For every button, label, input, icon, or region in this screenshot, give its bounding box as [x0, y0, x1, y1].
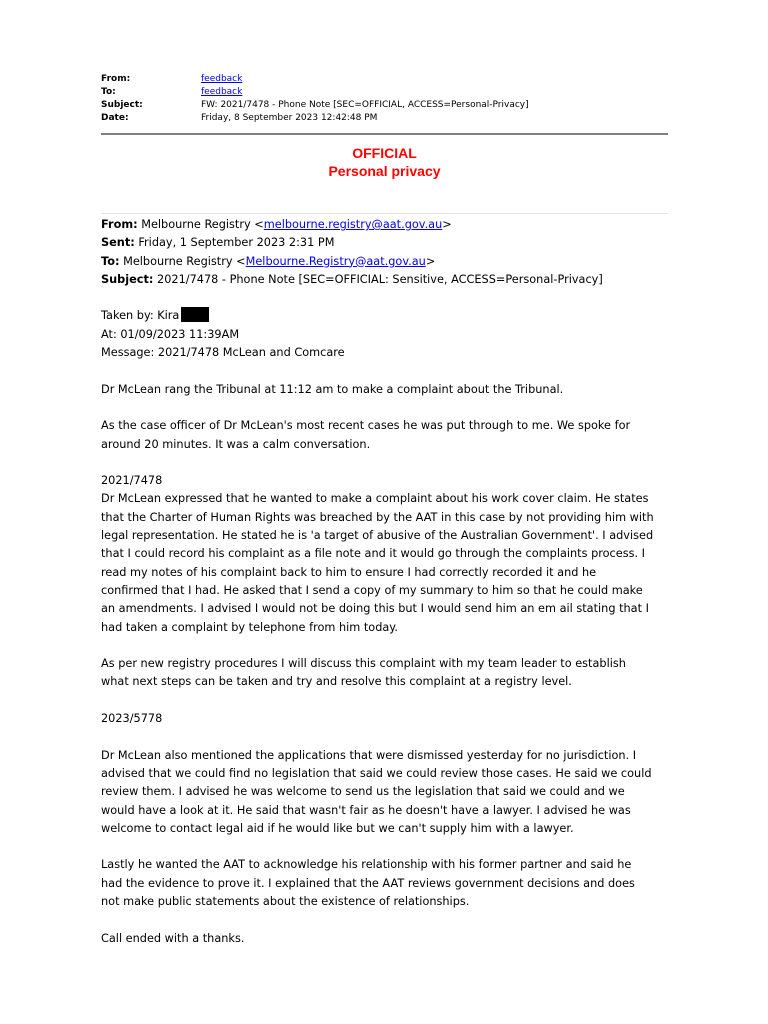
paragraph-relationship-line: not make public statements about the existence of relationships.	[101, 894, 470, 908]
inner-sent-line	[101, 234, 671, 252]
outer-subject-label: Subject:	[101, 100, 143, 110]
outer-date-row	[101, 112, 529, 125]
spacer	[101, 838, 671, 856]
header-divider	[101, 133, 668, 135]
inner-to-email-link[interactable]: Melbourne.Registry@aat.gov.au	[245, 254, 426, 268]
paragraph-procedures-line: what next steps can be taken and try and resolve this complaint at a registry level.	[101, 675, 572, 689]
paragraph-relationship-line: had the evidence to prove it. I explained that the AAT reviews government decisions and does	[101, 876, 635, 890]
case-heading-2023-5778: 2023/5778	[101, 712, 163, 726]
inner-to-line	[101, 253, 671, 271]
paragraph-case-officer-line: around 20 minutes. It was a calm conversation.	[101, 437, 371, 451]
message-divider	[101, 213, 668, 214]
paragraph-call-intro: Dr McLean rang the Tribunal at 11:12 am to make a complaint about the Tribunal.	[101, 382, 564, 396]
paragraph-dismissed-line: review them. I advised he was welcome to send us the legislation that said we could and we	[101, 785, 625, 799]
spacer	[101, 289, 671, 307]
classification-banner	[101, 144, 668, 180]
email-body	[101, 216, 671, 948]
paragraph-dismissed-line: Dr McLean also mentioned the applications that were dismissed yesterday for no jurisdiction. I	[101, 748, 637, 762]
outer-to-row	[101, 86, 529, 99]
outer-date-label: Date:	[101, 113, 129, 123]
inner-to-label: To:	[101, 254, 120, 268]
outer-email-header	[101, 73, 529, 125]
inner-to-name: Melbourne Registry <	[123, 254, 246, 268]
paragraph-case-officer-line: As the case officer of Dr McLean's most recent cases he was put through to me. We spoke for	[101, 419, 631, 433]
paragraph-complaint-line: that I could record his complaint as a file note and it would go through the complaints process. I	[101, 547, 646, 561]
paragraph-dismissed-line: welcome to contact legal aid if he would like but we can't supply him with a lawyer.	[101, 821, 574, 835]
paragraph-call-ended: Call ended with a thanks.	[101, 931, 245, 945]
inner-from-name: Melbourne Registry <	[141, 218, 264, 231]
outer-subject-value: FW: 2021/7478 - Phone Note [SEC=OFFICIAL, ACCESS=Personal-Privacy]	[201, 100, 529, 110]
outer-to-link[interactable]: feedback	[201, 87, 243, 97]
paragraph-complaint-line: confirmed that I had. He asked that I send a copy of my summary to him so that he could make	[101, 583, 643, 597]
paragraph-complaint-line: Dr McLean expressed that he wanted to make a complaint about his work cover claim. He states	[101, 492, 649, 506]
inner-to-close: >	[425, 254, 436, 268]
inner-from-line	[101, 216, 671, 234]
spacer	[101, 728, 671, 746]
inner-subject-label: Subject:	[101, 272, 154, 286]
spacer	[101, 692, 671, 710]
outer-to-label: To:	[101, 87, 116, 97]
paragraph-dismissed-line: would have a look at it. He said that wasn't fair as he doesn't have a lawyer. I advised he was	[101, 803, 631, 817]
at-line: At: 01/09/2023 11:39AM	[101, 327, 240, 341]
outer-from-label: From:	[101, 74, 131, 84]
inner-from-email-link[interactable]: melbourne.registry@aat.gov.au	[263, 218, 443, 231]
case-heading-2021-7478: 2021/7478	[101, 474, 163, 488]
taken-by-line	[101, 307, 671, 325]
paragraph-relationship-line: Lastly he wanted the AAT to acknowledge his relationship with his former partner and said he	[101, 858, 632, 872]
redaction-box	[181, 307, 209, 322]
paragraph-procedures-line: As per new registry procedures I will discuss this complaint with my team leader to establish	[101, 657, 626, 671]
inner-sent-label: Sent:	[101, 236, 135, 250]
paragraph-complaint-line: had taken a complaint by telephone from him today.	[101, 620, 398, 634]
outer-from-link[interactable]: feedback	[201, 74, 243, 84]
paragraph-complaint-line: an amendments. I advised I would not be doing this but I would send him an em ail stating that I	[101, 602, 649, 616]
inner-subject-value: 2021/7478 - Phone Note [SEC=OFFICIAL: Sensitive, ACCESS=Personal-Privacy]	[157, 272, 603, 286]
spacer	[101, 454, 671, 472]
paragraph-complaint-line: legal representation. He stated he is 'a target of abusive of the Australian Government'. I advised	[101, 529, 654, 543]
paragraph-complaint-line: that the Charter of Human Rights was breached by the AAT in this case by not providing him with	[101, 510, 654, 524]
spacer	[101, 399, 671, 417]
paragraph-dismissed-line: advised that we could find no legislation that said we could review those cases. He said we could	[101, 766, 652, 780]
classification-personal-privacy: Personal privacy	[328, 163, 441, 179]
classification-official: OFFICIAL	[352, 145, 417, 161]
spacer	[101, 637, 671, 655]
inner-sent-value: Friday, 1 September 2023 2:31 PM	[138, 236, 335, 250]
outer-from-row	[101, 73, 529, 86]
spacer	[101, 911, 671, 929]
paragraph-complaint-line: read my notes of his complaint back to him to ensure I had correctly recorded it and he	[101, 565, 597, 579]
outer-subject-row	[101, 99, 529, 112]
spacer	[101, 362, 671, 380]
outer-date-value: Friday, 8 September 2023 12:42:48 PM	[201, 113, 378, 123]
inner-subject-line	[101, 271, 671, 289]
taken-by-text: Taken by: Kira	[101, 309, 180, 323]
message-line: Message: 2021/7478 McLean and Comcare	[101, 346, 345, 360]
inner-from-close: >	[442, 218, 452, 231]
inner-from-label: From:	[101, 218, 138, 231]
